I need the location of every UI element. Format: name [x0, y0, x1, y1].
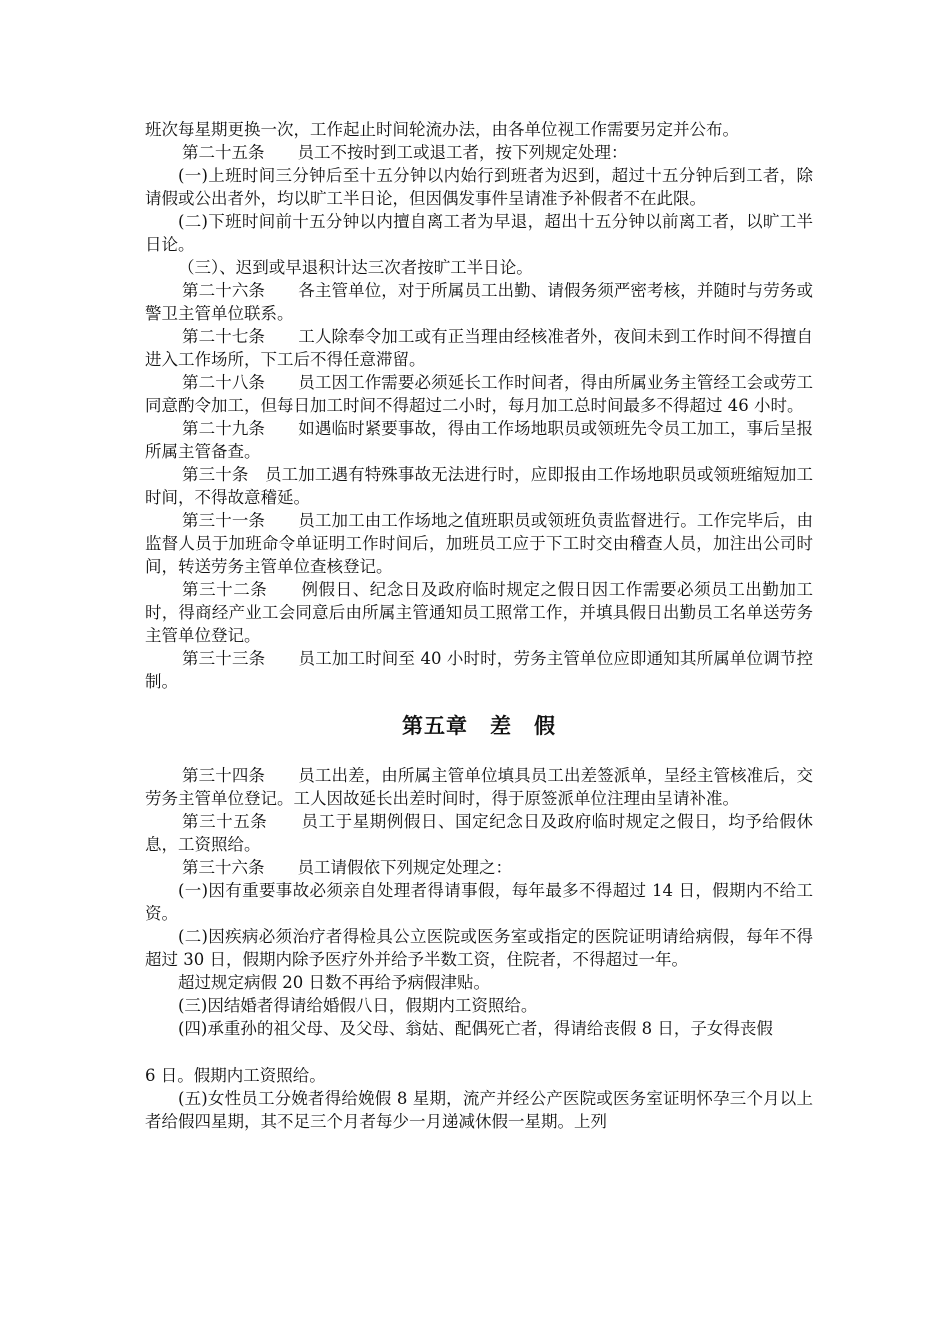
article-25-item-3: （三）、迟到或早退积计达三次者按旷工半日论。	[178, 258, 533, 277]
article-28: 第二十八条 员工因工作需要必须延长工作时间者，得由所属业务主管经工会或劳工同意酌令加工，但每日加工时间不得超过二小时，每月加工总时间最多不得超过 46 小时。	[145, 373, 813, 415]
document-page	[145, 118, 813, 1133]
article-33: 第三十三条 员工加工时间至 40 小时时，劳务主管单位应即通知其所属单位调节控制。	[145, 649, 813, 691]
article-26: 第二十六条 各主管单位，对于所属员工出勤、请假务须严密考核，并随时与劳务或警卫主管单位联系。	[145, 281, 813, 323]
article-36-item-1: (一)因有重要事故必须亲自处理者得请事假，每年最多不得超过 14 日，假期内不给工资。	[145, 881, 813, 923]
article-25-item-1: (一)上班时间三分钟后至十五分钟以内始行到班者为迟到，超过十五分钟后到工者，除请假或公出者外，均以旷工半日论，但因偶发事件呈请准予补假者不在此限。	[145, 166, 813, 208]
chapter-title	[145, 715, 813, 738]
article-34: 第三十四条 员工出差，由所属主管单位填具员工出差签派单，呈经主管核准后，交劳务主管单位登记。工人因故延长出差时间时，得于原签派单位注理由呈请补准。	[145, 766, 813, 808]
article-29: 第二十九条 如遇临时紧要事故，得由工作场地职员或领班先令员工加工，事后呈报所属主管备查。	[145, 419, 813, 461]
article-36-item-2: (二)因疾病必须治疗者得检具公立医院或医务室或指定的医院证明请给病假，每年不得超过 30 日，假期内除予医疗外并给予半数工资，住院者，不得超过一年。	[145, 927, 813, 969]
article-27: 第二十七条 工人除奉令加工或有正当理由经核准者外，夜间未到工作时间不得擅自进入工作场所，下工后不得任意滞留。	[145, 327, 813, 369]
article-36-item-3: (三)因结婚者得请给婚假八日，假期内工资照给。	[178, 996, 538, 1015]
article-36-item-5: (五)女性员工分娩者得给娩假 8 星期，流产并经公产医院或医务室证明怀孕三个月以上者给假四星期，其不足三个月者每少一月递减休假一星期。上列	[145, 1089, 813, 1131]
article-35: 第三十五条 员工于星期例假日、国定纪念日及政府临时规定之假日，均予给假休息，工资照给。	[145, 812, 813, 854]
article-25: 第二十五条 员工不按时到工或退工者，按下列规定处理：	[182, 143, 628, 162]
paragraph: 6 日。假期内工资照给。	[145, 1066, 326, 1085]
article-32: 第三十二条 例假日、纪念日及政府临时规定之假日因工作需要必须员工出勤加工时，得商经产业工会同意后由所属主管通知员工照常工作，并填具假日出勤员工名单送劳务主管单位登记。	[145, 580, 813, 645]
article-30: 第三十条 员工加工遇有特殊事故无法进行时，应即报由工作场地职员或领班缩短加工时间，不得故意稽延。	[145, 465, 813, 507]
article-36-item-4: (四)承重孙的祖父母、及父母、翁姑、配偶死亡者，得请给丧假 8 日，子女得丧假	[178, 1019, 773, 1038]
blank-line	[145, 1040, 813, 1064]
sick-leave-note: 超过规定病假 20 日数不再给予病假津贴。	[178, 973, 490, 992]
article-36: 第三十六条 员工请假依下列规定处理之：	[182, 858, 512, 877]
article-31: 第三十一条 员工加工由工作场地之值班职员或领班负责监督进行。工作完毕后，由监督人员于加班命令单证明工作时间后，加班员工应于下工时交由稽查人员，加注出公司时间，转送劳务主管单位查核登记。	[145, 511, 813, 576]
chapter-title-text: 第五章 差 假	[402, 714, 556, 738]
paragraph: 班次每星期更换一次，工作起止时间轮流办法，由各单位视工作需要另定并公布。	[145, 120, 739, 139]
article-25-item-2: (二)下班时间前十五分钟以内擅自离工者为早退，超出十五分钟以前离工者，以旷工半日论。	[145, 212, 813, 254]
